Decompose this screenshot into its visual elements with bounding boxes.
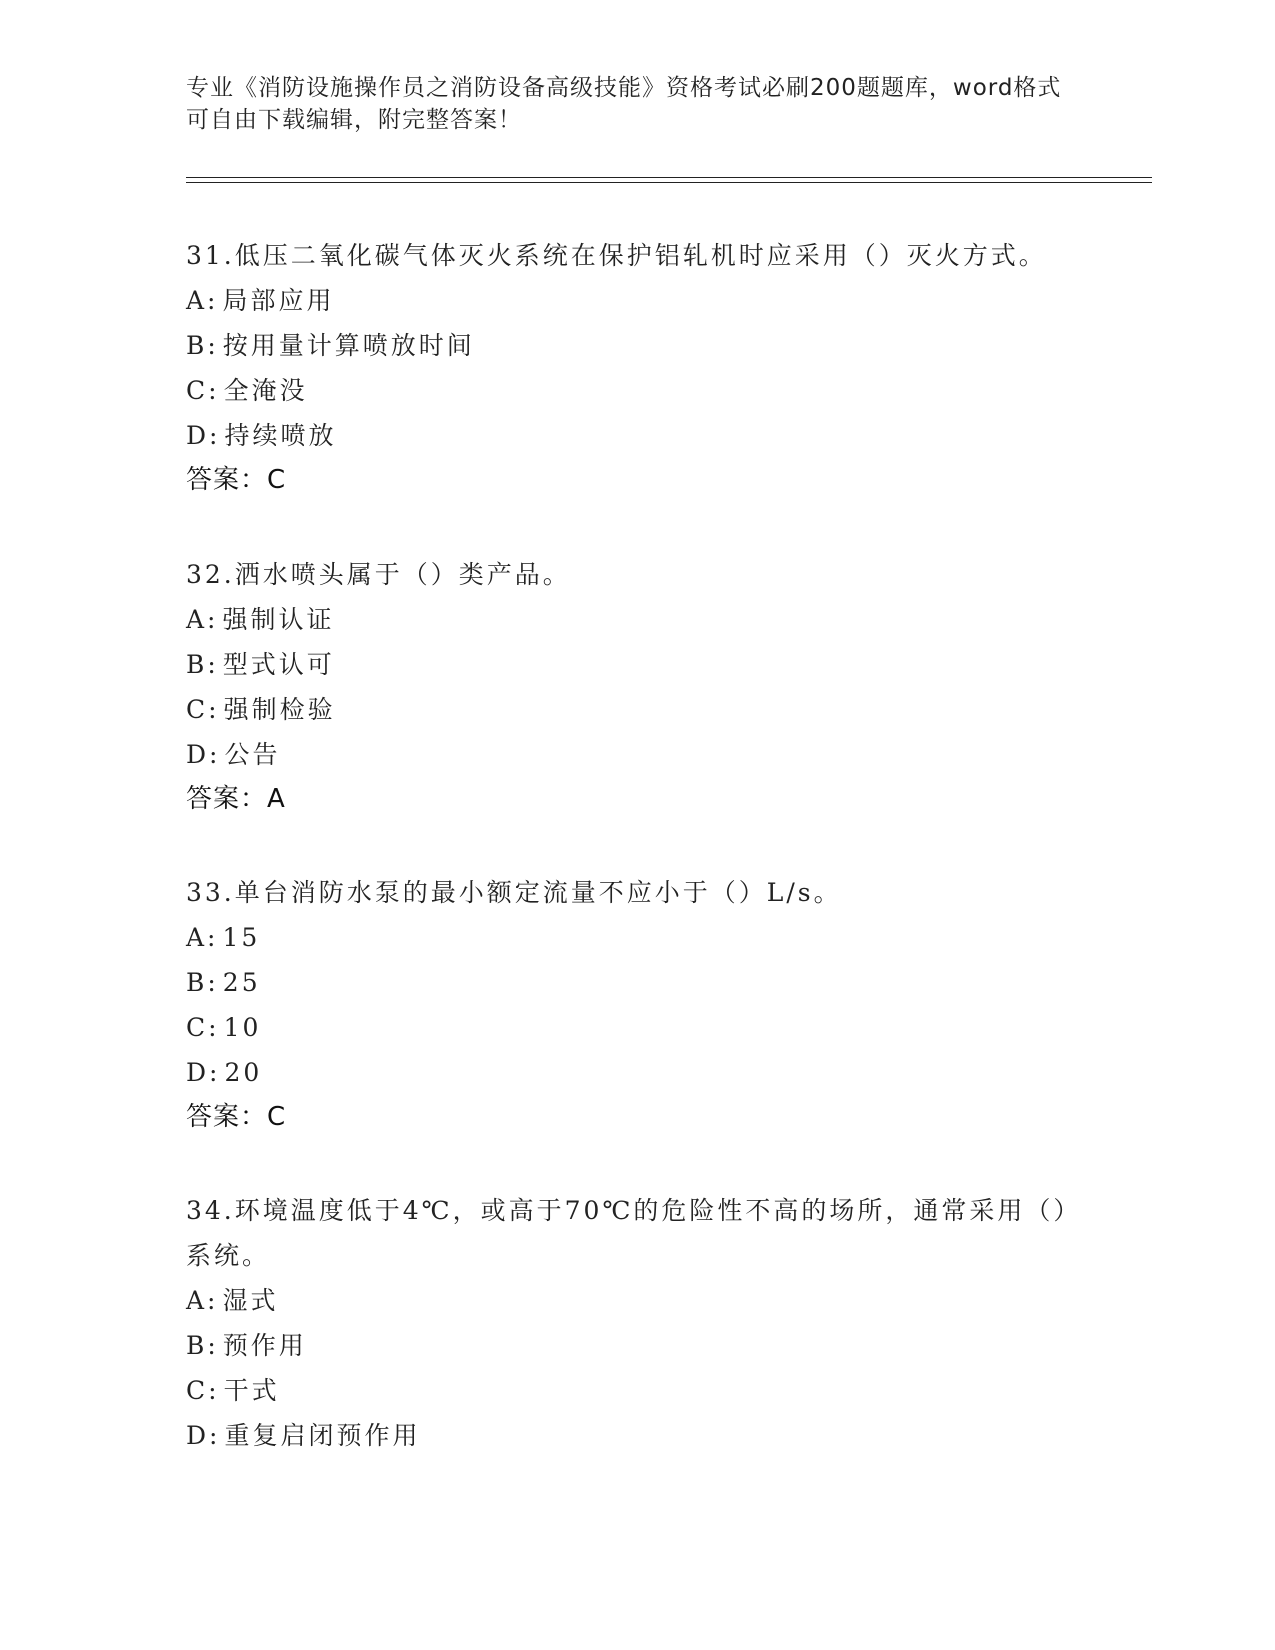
option-key: D: xyxy=(186,421,221,450)
question-stem: 32.洒水喷头属于（）类产品。 xyxy=(186,560,571,589)
option-key: D: xyxy=(186,1058,221,1087)
option-key: A: xyxy=(186,923,219,952)
option-c xyxy=(186,1368,1086,1413)
question-32 xyxy=(186,552,1086,822)
option-a xyxy=(186,597,1086,642)
option-text: 公告 xyxy=(224,740,281,769)
option-key: A: xyxy=(186,605,219,634)
question-31 xyxy=(186,233,1086,503)
option-a xyxy=(186,915,1086,960)
answer-line: 答案：C xyxy=(186,465,287,495)
option-key: C: xyxy=(186,1013,220,1042)
option-key: B: xyxy=(186,331,219,360)
option-key: A: xyxy=(186,286,219,315)
option-key: C: xyxy=(186,695,220,724)
option-text: 10 xyxy=(223,1013,262,1042)
option-key: C: xyxy=(186,1376,220,1405)
option-text: 湿式 xyxy=(222,1286,279,1315)
header-divider-bottom xyxy=(186,182,1152,183)
option-c xyxy=(186,368,1086,413)
option-text: 25 xyxy=(222,968,261,997)
option-key: C: xyxy=(186,376,220,405)
option-text: 干式 xyxy=(223,1376,280,1405)
header-divider-top xyxy=(186,177,1152,178)
option-key: B: xyxy=(186,1331,219,1360)
option-d xyxy=(186,1413,1086,1458)
option-c xyxy=(186,1005,1086,1050)
option-b xyxy=(186,323,1086,368)
option-a xyxy=(186,1278,1086,1323)
question-34 xyxy=(186,1188,1086,1458)
option-d xyxy=(186,1050,1086,1095)
option-key: B: xyxy=(186,968,219,997)
option-text: 局部应用 xyxy=(222,286,335,315)
question-33 xyxy=(186,870,1086,1140)
option-b xyxy=(186,960,1086,1005)
option-c xyxy=(186,687,1086,732)
option-text: 强制认证 xyxy=(222,605,335,634)
option-text: 15 xyxy=(222,923,261,952)
option-key: D: xyxy=(186,740,221,769)
answer-line: 答案：A xyxy=(186,784,286,814)
question-stem: 31.低压二氧化碳气体灭火系统在保护铝轧机时应采用（）灭火方式。 xyxy=(186,241,1047,270)
option-text: 强制检验 xyxy=(223,695,336,724)
option-text: 全淹没 xyxy=(223,376,308,405)
document-header: 专业《消防设施操作员之消防设备高级技能》资格考试必刷200题题库，word格式可自由下载编辑，附完整答案！ xyxy=(186,75,1062,133)
option-text: 预作用 xyxy=(222,1331,307,1360)
option-text: 按用量计算喷放时间 xyxy=(222,331,475,360)
option-text: 持续喷放 xyxy=(224,421,337,450)
question-stem: 34.环境温度低于4℃，或高于70℃的危险性不高的场所，通常采用（）系统。 xyxy=(186,1196,1069,1270)
option-text: 20 xyxy=(224,1058,263,1087)
option-d xyxy=(186,413,1086,458)
question-stem: 33.单台消防水泵的最小额定流量不应小于（）L/s。 xyxy=(186,878,842,907)
option-text: 重复启闭预作用 xyxy=(224,1421,421,1450)
option-key: B: xyxy=(186,650,219,679)
option-text: 型式认可 xyxy=(222,650,335,679)
answer-line: 答案：C xyxy=(186,1102,287,1132)
option-b xyxy=(186,642,1086,687)
option-b xyxy=(186,1323,1086,1368)
option-a xyxy=(186,278,1086,323)
option-key: A: xyxy=(186,1286,219,1315)
option-key: D: xyxy=(186,1421,221,1450)
option-d xyxy=(186,732,1086,777)
